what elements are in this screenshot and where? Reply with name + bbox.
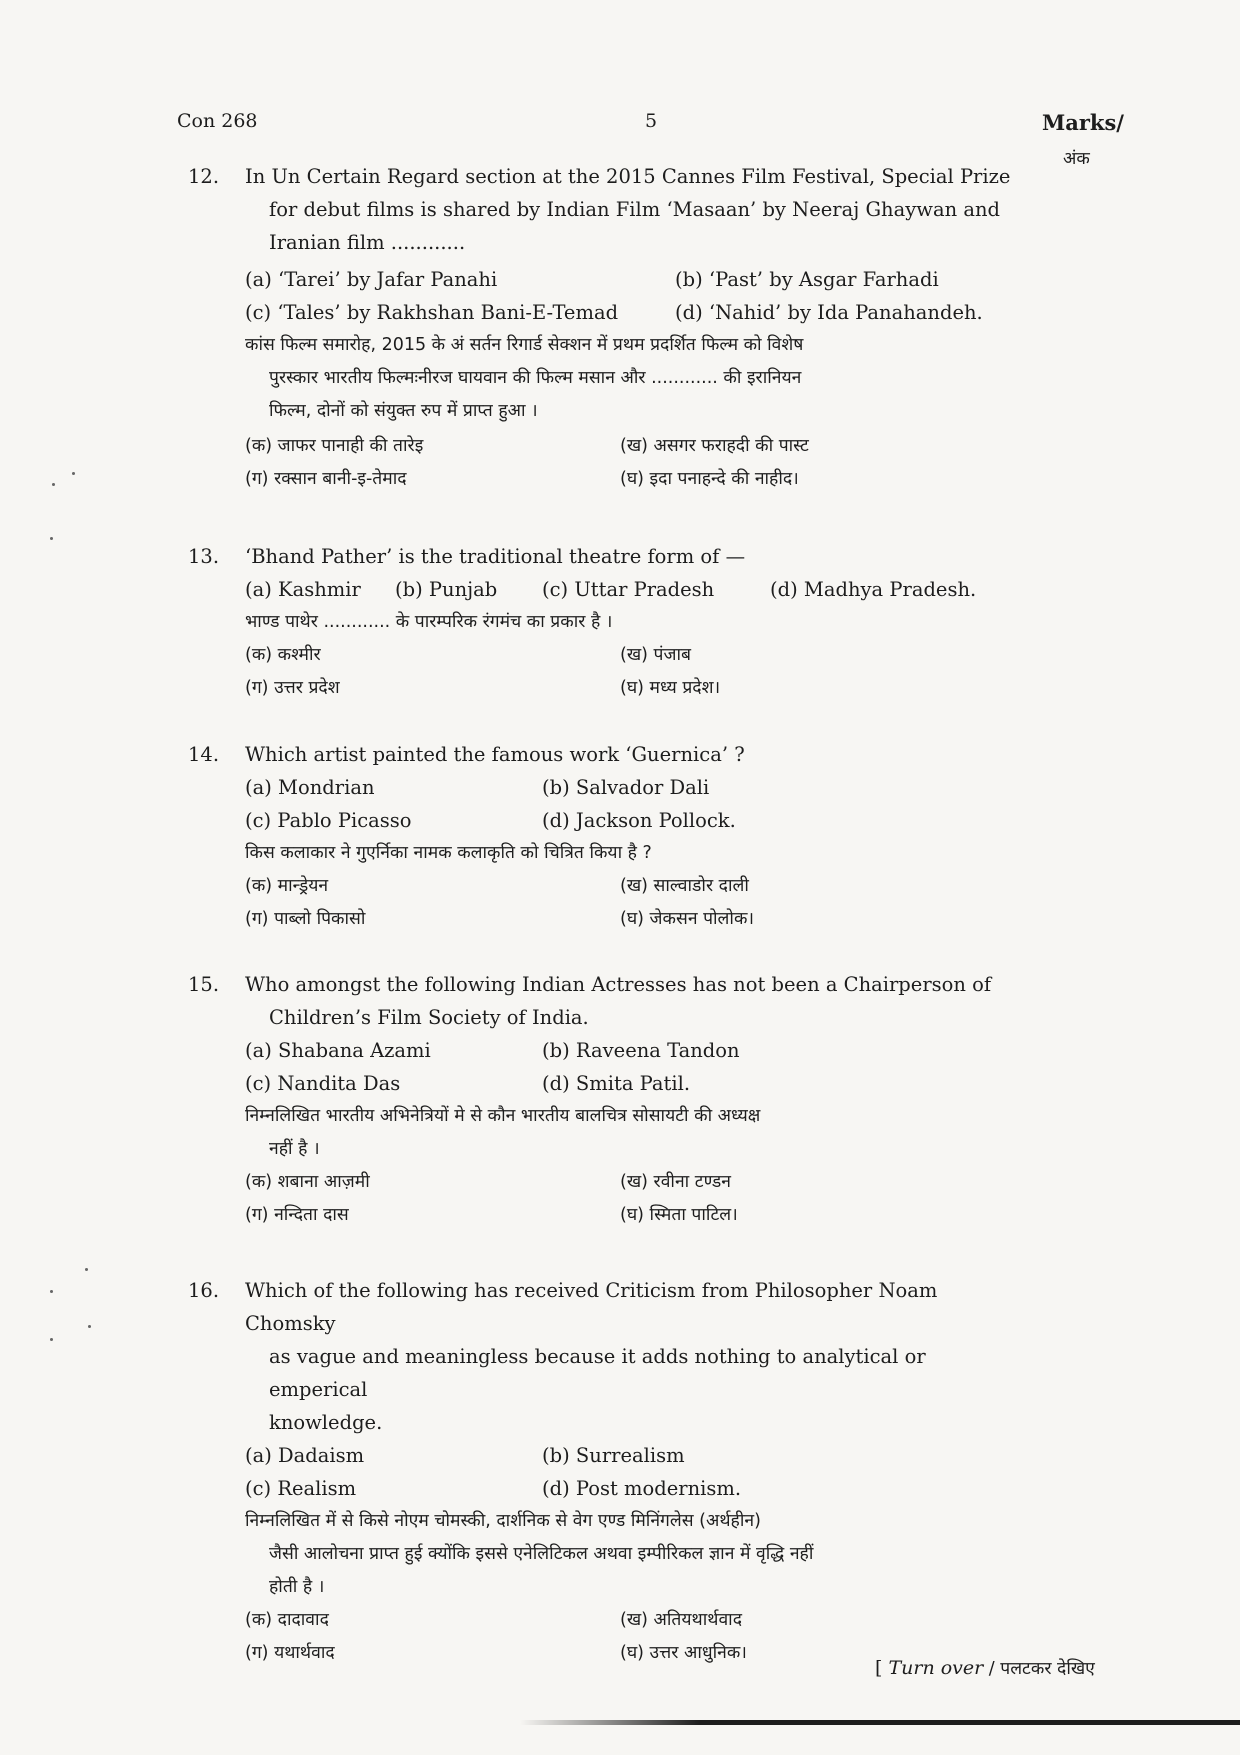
option-b[interactable]: (b) Salvador Dali bbox=[542, 776, 710, 799]
turn-over-note: [ Turn over / पलटकर देखिए bbox=[875, 1657, 1095, 1679]
options-hi-row-2 bbox=[245, 903, 1030, 936]
options-hi-row-2 bbox=[245, 672, 1030, 705]
option-kha[interactable]: (ख) रवीना टण्डन bbox=[620, 1172, 731, 1192]
question-text-hi: किस कलाकार ने गुएर्निका नामक कलाकृति को चित्रित किया है ? bbox=[245, 843, 652, 863]
question-text-en: ‘Bhand Pather’ is the traditional theatre form of — bbox=[245, 545, 746, 568]
options-en-row-2 bbox=[245, 296, 1030, 329]
option-kha[interactable]: (ख) साल्वाडोर दाली bbox=[620, 876, 749, 896]
scan-speck bbox=[50, 537, 53, 540]
options-hi-row-2 bbox=[245, 463, 1030, 496]
option-ga[interactable]: (ग) पाब्लो पिकासो bbox=[245, 909, 366, 929]
option-b[interactable]: (b) Raveena Tandon bbox=[542, 1039, 740, 1062]
option-c[interactable]: (c) Realism bbox=[245, 1477, 357, 1500]
option-d[interactable]: (d) Post modernism. bbox=[542, 1477, 742, 1500]
option-a[interactable]: (a) Mondrian bbox=[245, 776, 375, 799]
question-number: 14. bbox=[188, 743, 220, 766]
option-a[interactable]: (a) Kashmir bbox=[245, 578, 361, 601]
question-14 bbox=[190, 738, 1030, 936]
question-16 bbox=[190, 1274, 1030, 1670]
bottom-rule bbox=[520, 1720, 1240, 1725]
options-hi-row-2 bbox=[245, 1199, 1030, 1232]
option-a[interactable]: (a) ‘Tarei’ by Jafar Panahi bbox=[245, 268, 498, 291]
options-en-row-1 bbox=[245, 263, 1030, 296]
question-text-en: Who amongst the following Indian Actresses has not been a Chairperson of Children’s Film Society of India. bbox=[245, 973, 992, 1029]
question-number: 16. bbox=[188, 1279, 220, 1302]
scan-speck bbox=[50, 1338, 53, 1341]
option-c[interactable]: (c) Nandita Das bbox=[245, 1072, 401, 1095]
scan-speck bbox=[85, 1268, 88, 1271]
question-number: 13. bbox=[188, 545, 220, 568]
option-ka[interactable]: (क) मान्ड्रेयन bbox=[245, 876, 329, 896]
option-kha[interactable]: (ख) असगर फराहदी की पास्ट bbox=[620, 436, 809, 456]
option-a[interactable]: (a) Shabana Azami bbox=[245, 1039, 431, 1062]
options-en-row-1 bbox=[245, 573, 1030, 606]
option-b[interactable]: (b) Surrealism bbox=[542, 1444, 685, 1467]
option-gha[interactable]: (घ) जेकसन पोलोक। bbox=[620, 909, 755, 929]
option-gha[interactable]: (घ) उत्तर आधुनिक। bbox=[620, 1643, 747, 1663]
option-c[interactable]: (c) Pablo Picasso bbox=[245, 809, 412, 832]
option-b[interactable]: (b) ‘Past’ by Asgar Farhadi bbox=[675, 268, 939, 291]
options-en-row-2 bbox=[245, 804, 1030, 837]
scan-speck bbox=[50, 1290, 53, 1293]
options-hi-row-1 bbox=[245, 1604, 1030, 1637]
option-a[interactable]: (a) Dadaism bbox=[245, 1444, 365, 1467]
option-b[interactable]: (b) Punjab bbox=[395, 578, 498, 601]
option-ga[interactable]: (ग) रक्सान बानी-इ-तेमाद bbox=[245, 469, 407, 489]
marks-label-hindi: अंक bbox=[1063, 149, 1090, 169]
option-ga[interactable]: (ग) नन्दिता दास bbox=[245, 1205, 349, 1225]
question-13 bbox=[190, 540, 1030, 705]
option-d[interactable]: (d) Smita Patil. bbox=[542, 1072, 691, 1095]
question-text-hi: निम्नलिखित में से किसे नोएम चोमस्की, दार्शनिक से वेग एण्ड मिनिंगलेस (अर्थहीन) जैसी आलोचना प्राप्त हुई क्योंकि इससे एनेलिटिकल अथवा इम्पीरिकल ज्ञान में वृद्धि नहीं होती है । bbox=[245, 1511, 814, 1597]
option-d[interactable]: (d) Jackson Pollock. bbox=[542, 809, 736, 832]
options-hi-row-1 bbox=[245, 639, 1030, 672]
turn-over-text: Turn over bbox=[888, 1657, 984, 1679]
option-ka[interactable]: (क) कश्मीर bbox=[245, 645, 321, 665]
option-gha[interactable]: (घ) मध्य प्रदेश। bbox=[620, 678, 721, 698]
question-number: 15. bbox=[188, 973, 220, 996]
options-hi-row-1 bbox=[245, 430, 1030, 463]
option-gha[interactable]: (घ) स्मिता पाटिल। bbox=[620, 1205, 738, 1225]
scan-speck bbox=[72, 472, 75, 475]
question-text-hi: कांस फिल्म समारोह, 2015 के अं सर्तन रिगार्ड सेक्शन में प्रथम प्रदर्शित फिल्म को विशेष पुरस्कार भारतीय फिल्मःनीरज घायवान की फिल्म मसान और ............ की इरानियन फिल्म, दोनों को संयुक्त रुप में प्राप्त हुआ । bbox=[245, 335, 804, 421]
question-text-hi: निम्नलिखित भारतीय अभिनेत्रियों मे से कौन भारतीय बालचित्र सोसायटी की अध्यक्ष नहीं है । bbox=[245, 1106, 761, 1159]
option-ka[interactable]: (क) शबाना आज़मी bbox=[245, 1172, 370, 1192]
question-text-en: Which artist painted the famous work ‘Guernica’ ? bbox=[245, 743, 745, 766]
question-15 bbox=[190, 968, 1030, 1232]
option-gha[interactable]: (घ) इदा पनाहन्दे की नाहीद। bbox=[620, 469, 799, 489]
scan-speck bbox=[88, 1325, 91, 1328]
question-text-en: Which of the following has received Criticism from Philosopher Noam Chomsky as vague and meaningless because it adds nothing to analytical or emperical knowledge. bbox=[245, 1279, 938, 1434]
option-kha[interactable]: (ख) पंजाब bbox=[620, 645, 691, 665]
scan-speck bbox=[52, 483, 55, 486]
options-hi-row-1 bbox=[245, 1166, 1030, 1199]
option-ka[interactable]: (क) जाफर पानाही की तारेइ bbox=[245, 436, 424, 456]
options-en-row-1 bbox=[245, 1439, 1030, 1472]
paper-code: Con 268 bbox=[177, 110, 258, 132]
question-number: 12. bbox=[188, 165, 220, 188]
options-en-row-1 bbox=[245, 1034, 1030, 1067]
option-d[interactable]: (d) Madhya Pradesh. bbox=[770, 578, 977, 601]
turn-over-hindi: / पलटकर देखिए bbox=[983, 1659, 1095, 1679]
options-en-row-2 bbox=[245, 1067, 1030, 1100]
marks-label: Marks/ bbox=[1042, 110, 1124, 135]
options-hi-row-1 bbox=[245, 870, 1030, 903]
option-c[interactable]: (c) ‘Tales’ by Rakhshan Bani-E-Temad bbox=[245, 301, 619, 324]
page-number: 5 bbox=[645, 110, 658, 132]
question-text-hi: भाण्ड पाथेर ............ के पारम्परिक रंगमंच का प्रकार है । bbox=[245, 612, 613, 632]
option-c[interactable]: (c) Uttar Pradesh bbox=[542, 578, 715, 601]
option-ka[interactable]: (क) दादावाद bbox=[245, 1610, 329, 1630]
question-12 bbox=[190, 160, 1030, 496]
option-d[interactable]: (d) ‘Nahid’ by Ida Panahandeh. bbox=[675, 301, 983, 324]
option-ga[interactable]: (ग) उत्तर प्रदेश bbox=[245, 678, 340, 698]
options-en-row-2 bbox=[245, 1472, 1030, 1505]
option-ga[interactable]: (ग) यथार्थवाद bbox=[245, 1643, 335, 1663]
option-kha[interactable]: (ख) अतियथार्थवाद bbox=[620, 1610, 743, 1630]
question-text-en: In Un Certain Regard section at the 2015 Cannes Film Festival, Special Prize for debut films is shared by Indian Film ‘Masaan’ by Neeraj Ghaywan and Iranian film ............ bbox=[245, 165, 1011, 254]
options-en-row-1 bbox=[245, 771, 1030, 804]
